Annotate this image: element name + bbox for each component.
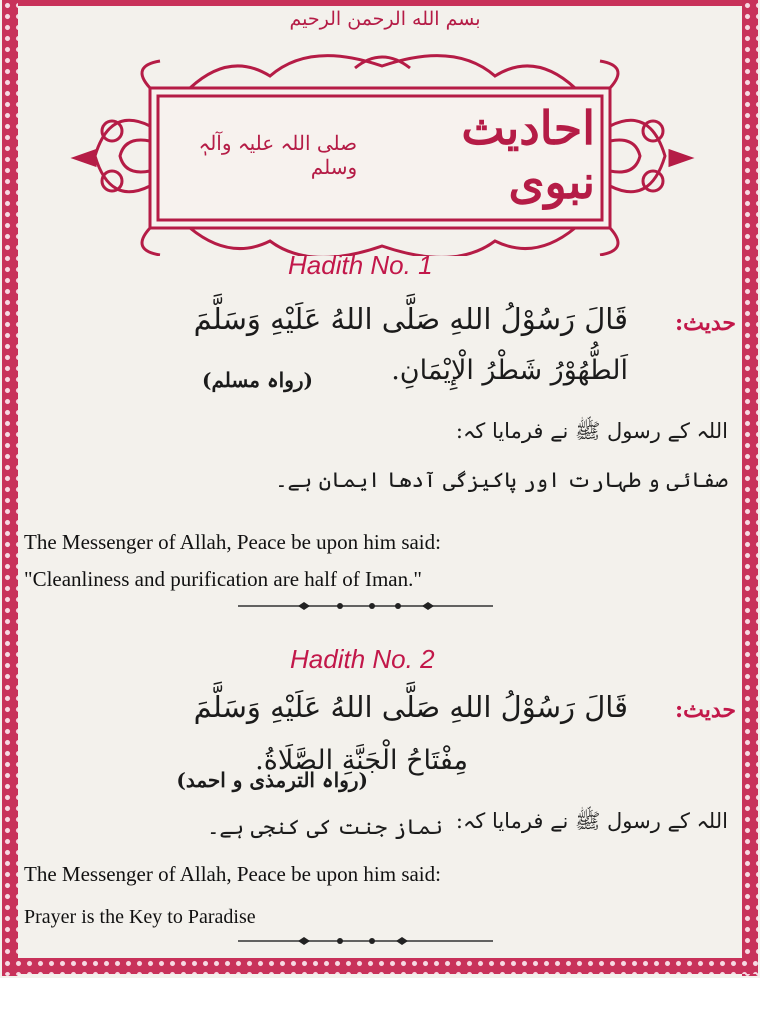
hadith-1-english-intro: The Messenger of Allah, Peace be upon him said: xyxy=(24,530,441,554)
page-edge xyxy=(760,0,768,978)
title-honorific: صلی اللہ علیہ وآلہٖ وسلم xyxy=(198,131,358,179)
hadith-1-reference: (رواہ مسلم) xyxy=(202,368,313,392)
decorative-border-left xyxy=(2,0,18,976)
hadith-1-label: حدیث: xyxy=(675,310,736,336)
hadith-2-urdu-intro: اللہ کے رسول ﷺ نے فرمایا کہ: xyxy=(455,809,728,833)
hadith-2-arabic-text: مِفْتَاحُ الْجَنَّةِ الصَّلَاةُ. xyxy=(255,745,468,776)
bismillah: بسم الله الرحمن الرحيم xyxy=(289,8,481,30)
hadith-2-label: حدیث: xyxy=(675,697,736,723)
page-title xyxy=(155,95,595,215)
decorative-border-right xyxy=(742,0,758,976)
hadith-1-urdu-intro: اللہ کے رسول ﷺ نے فرمایا کہ: xyxy=(455,419,728,443)
hadith-2-urdu-text: نماز جنت کی کنجی ہے۔ xyxy=(207,815,443,839)
decorative-border-top xyxy=(2,0,758,6)
hadith-2-english-intro: The Messenger of Allah, Peace be upon him said: xyxy=(24,862,441,886)
hadith-2-english-text: Prayer is the Key to Paradise xyxy=(24,906,256,928)
hadith-2-arabic-intro: قَالَ رَسُوْلُ اللهِ صَلَّى اللهُ عَلَيْهِ وَسَلَّمَ xyxy=(193,690,628,724)
hadith-2-heading: Hadith No. 2 xyxy=(290,644,435,674)
hadith-1-arabic-intro: قَالَ رَسُوْلُ اللهِ صَلَّى اللهُ عَلَيْهِ وَسَلَّمَ xyxy=(193,302,628,336)
diamond-dot-divider-icon xyxy=(238,932,493,950)
decorative-border-bottom xyxy=(2,958,758,974)
hadith-1-urdu-text: صفائی و طہارت اور پاکیزگی آدھا ایمان ہے۔ xyxy=(275,468,728,492)
hadith-1-heading: Hadith No. 1 xyxy=(288,250,433,280)
title-main: احادیث نبوی xyxy=(461,101,595,209)
hadith-1-english-text: "Cleanliness and purification are half of Iman." xyxy=(24,567,422,591)
hadith-2-reference: (رواہ الترمذی و احمد) xyxy=(176,768,368,792)
diamond-dot-divider-icon xyxy=(238,597,493,615)
hadith-1-arabic-text: اَلطُّهُوْرُ شَطْرُ الْإِيْمَانِ. xyxy=(391,355,628,386)
